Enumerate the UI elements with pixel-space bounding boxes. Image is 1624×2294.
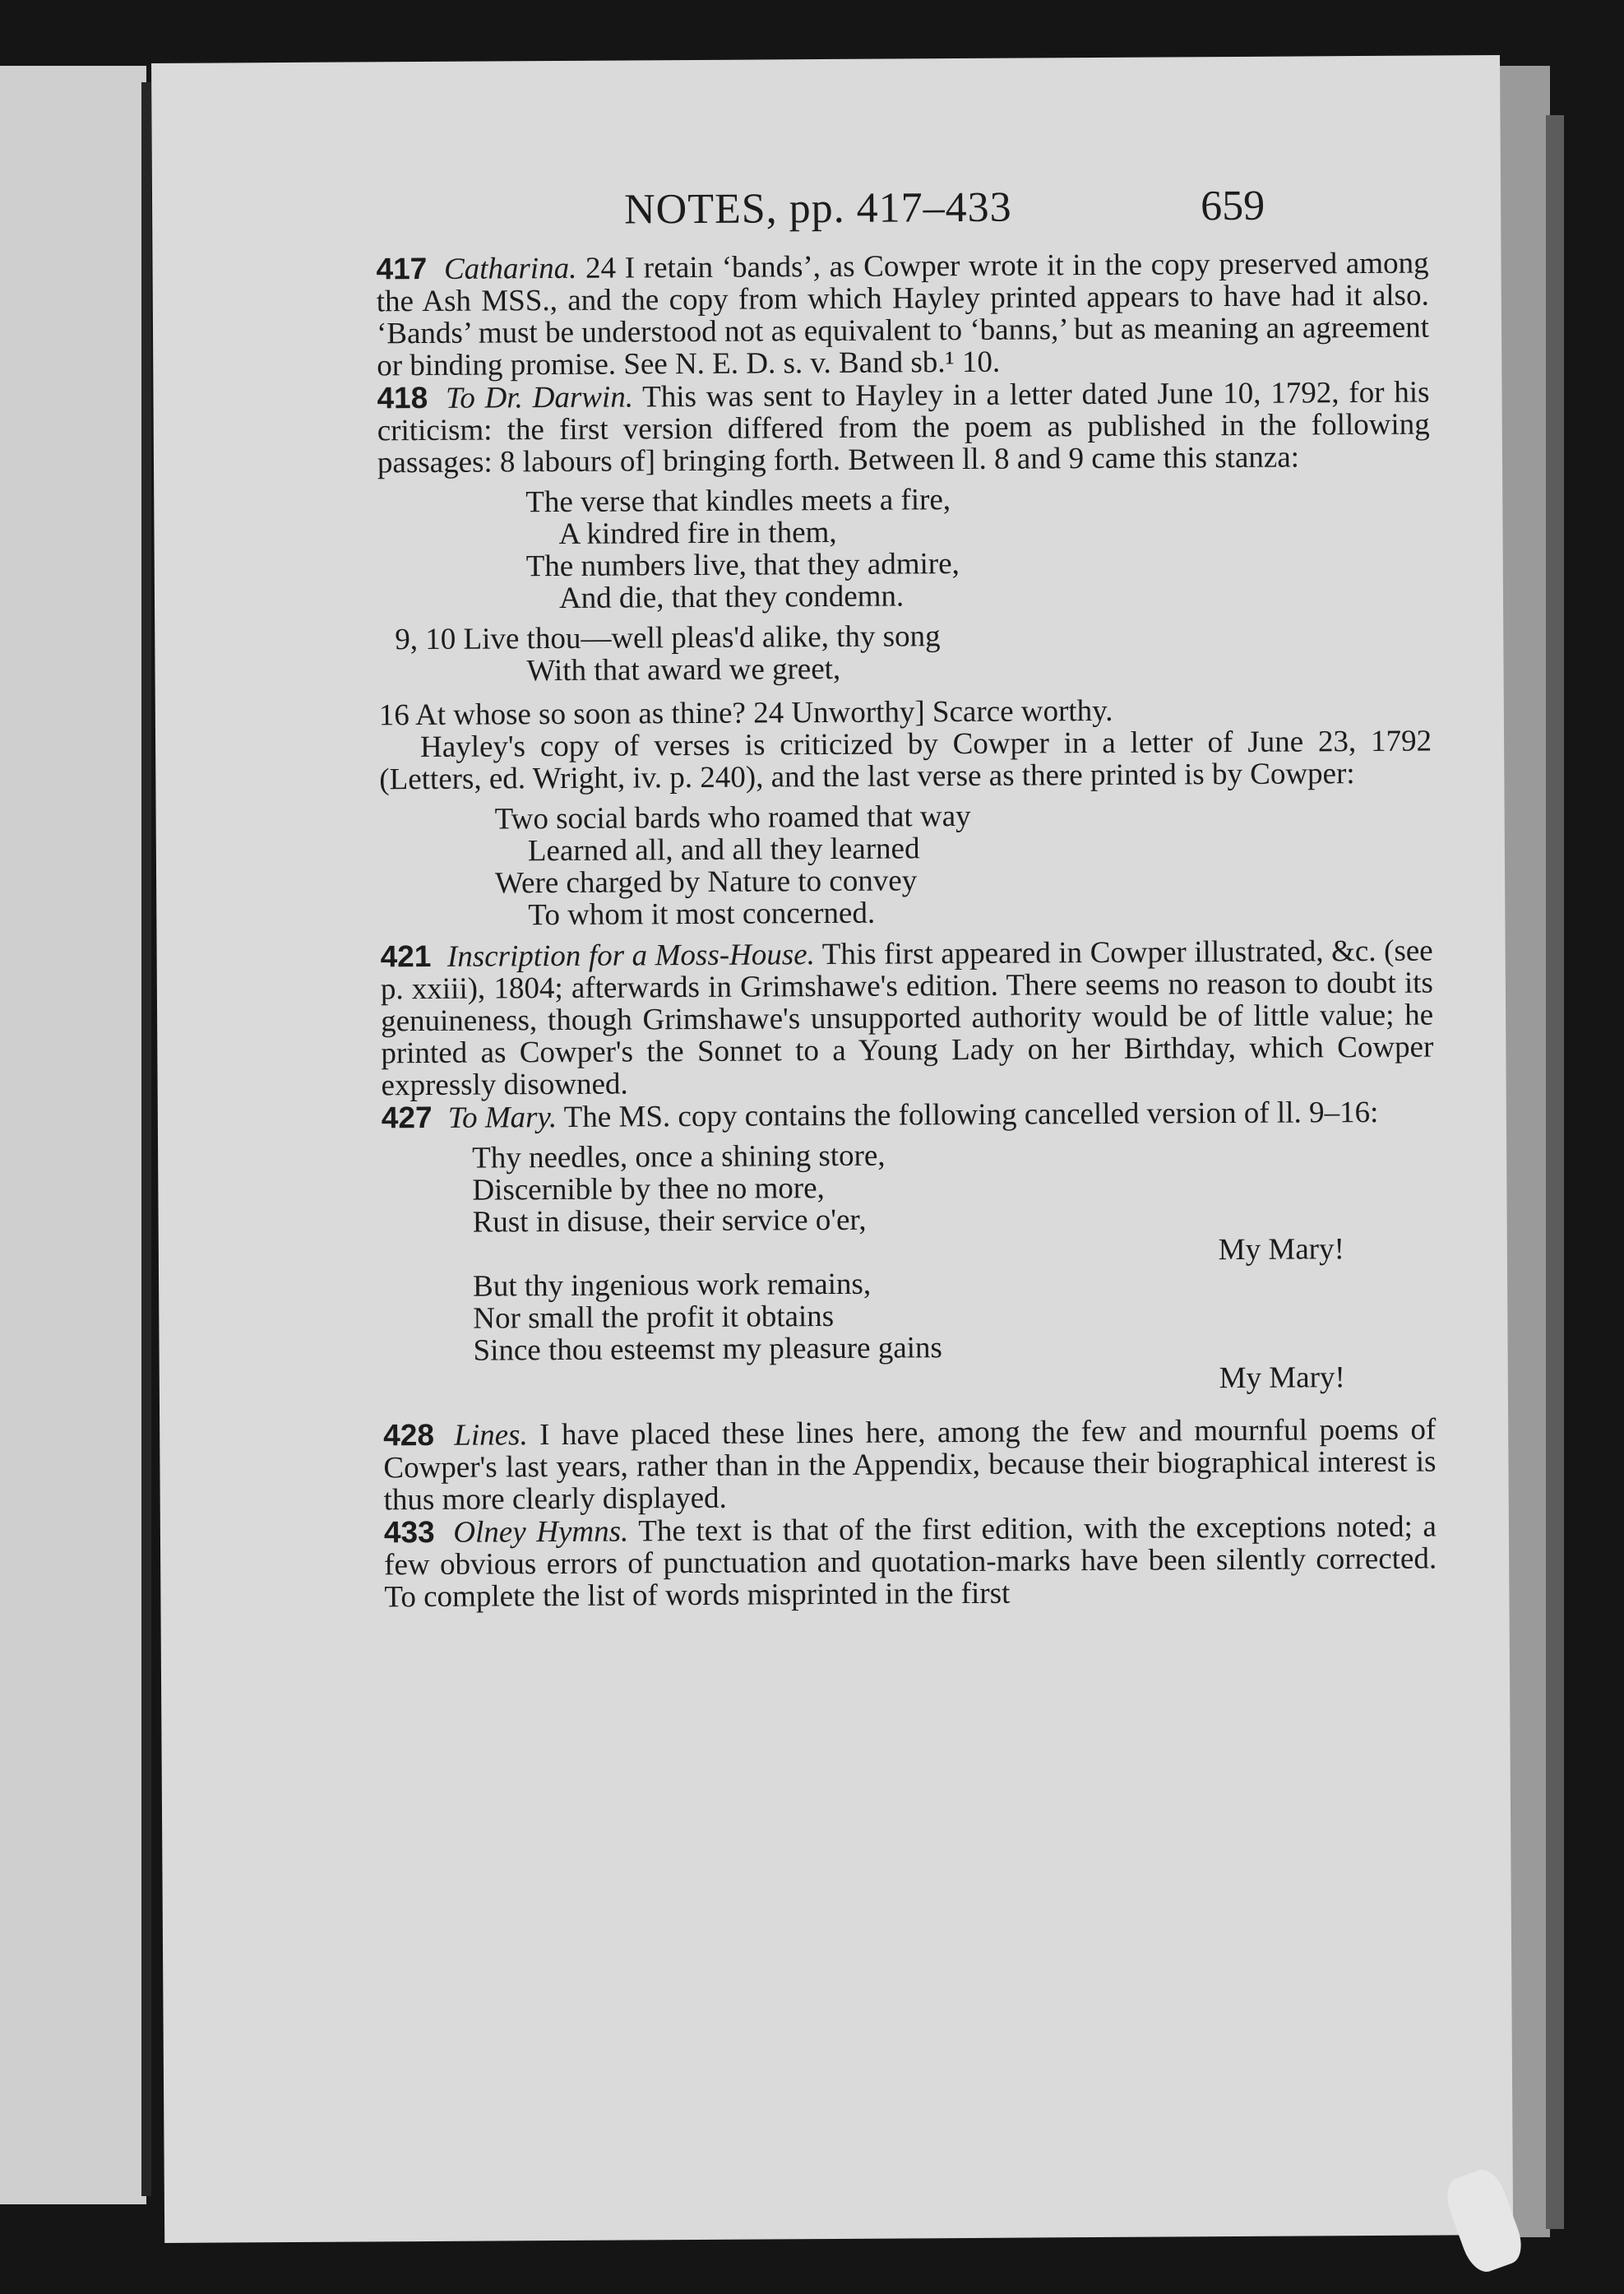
- note-number: 421: [380, 938, 432, 974]
- note-number: 418: [377, 380, 428, 415]
- refrain-line: My Mary!: [1219, 1360, 1345, 1396]
- verse-line: Nor small the profit it obtains: [473, 1299, 835, 1336]
- note-title: To Dr. Darwin.: [445, 380, 634, 415]
- note-427: [382, 1096, 1434, 1135]
- page-header: [152, 180, 1501, 246]
- note-text: 24 I retain ‘bands’, as Cowper wrote it in the copy preserved among the Ash MSS., and the copy from which Hayley printed appears to have had it also. ‘Bands’ must be understood not as equivalent to ‘banns,’ but as meaning an agreement or binding promise. See N. E. D. s. v. Band sb.¹ 10.: [376, 246, 1430, 383]
- note-417: [376, 247, 1429, 382]
- verse-line: Learned all, and all they learned: [527, 832, 920, 869]
- page-number: 659: [1200, 182, 1265, 230]
- note-number: 428: [383, 1417, 435, 1453]
- variant-line: With that award we greet,: [526, 651, 841, 688]
- note-title: Inscription for a Moss-House.: [446, 938, 816, 974]
- note-title: Olney Hymns.: [453, 1514, 629, 1550]
- note-title: Lines.: [454, 1418, 528, 1453]
- book-page: [151, 55, 1513, 2243]
- note-428: [383, 1412, 1437, 1516]
- note-number: 433: [383, 1514, 435, 1550]
- verse-line: Rust in disuse, their service o'er,: [472, 1203, 867, 1240]
- facing-page-edge: [0, 66, 146, 2204]
- verse-line: The numbers live, that they admire,: [525, 547, 960, 584]
- verse-line: The verse that kindles meets a fire,: [525, 483, 951, 520]
- verse-line: Discernible by thee no more,: [472, 1171, 825, 1207]
- refrain-line: My Mary!: [1218, 1232, 1344, 1267]
- note-433: [384, 1509, 1437, 1613]
- verse-line: Since thou esteemst my pleasure gains: [473, 1331, 942, 1368]
- variant-note: 16 At whose so soon as thine? 24 Unworthy] Scarce worthy.: [378, 693, 1113, 733]
- binding-gutter: [141, 82, 151, 2196]
- note-text: This was sent to Hayley in a letter dated June 10, 1792, for his criticism: the first version differed from the poem as published in the following passages: 8 labours of] bringing forth. Between ll. 8 and 9 came this stanza:: [377, 375, 1430, 480]
- stanza-verse: [525, 481, 1431, 615]
- note-title: To Mary.: [447, 1101, 558, 1135]
- hayley-paragraph: Hayley's copy of verses is criticized by Cowper in a letter of June 23, 1792 (Letters, ed. Wright, iv. p. 240), and the last verse as there printed is by Cowper:: [379, 724, 1432, 797]
- note-text: The MS. copy contains the following cancelled version of ll. 9–16:: [563, 1095, 1379, 1134]
- note-number: 417: [376, 251, 428, 286]
- verse-line: But thy ingenious work remains,: [472, 1267, 872, 1304]
- running-title: NOTES, pp. 417–433: [623, 183, 1012, 234]
- note-text: This first appeared in Cowper illustrated, &c. (see p. xxiii), 1804; afterwards in Grimshawe's edition. There seems no reason to doubt its genuineness, though Grimshawe's unsupported authority would be of little value; he printed as Cowper's the Sonnet to a Young Lady on her Birthday, which Cowper expressly disowned.: [380, 934, 1434, 1103]
- note-421: [381, 934, 1434, 1102]
- verse-line: Were charged by Nature to convey: [494, 864, 918, 901]
- verse-line: Two social bards who roamed that way: [494, 799, 971, 836]
- note-text: The text is that of the first edition, with the exceptions noted; a few obvious errors of punctuation and quotation-marks have been silently corrected. To complete the list of words misprinted in the first: [384, 1509, 1437, 1615]
- variant-line: 9, 10 Live thou—well pleas'd alike, thy song: [395, 619, 941, 657]
- notes-body: [376, 247, 1437, 1614]
- note-text: I have placed these lines here, among the few and mournful poems of Cowper's last years, rather than in the Appendix, because their biographical interest is thus more clearly displayed.: [383, 1412, 1437, 1518]
- verse-line: To whom it most concerned.: [528, 896, 876, 933]
- page-stack-shadow: [1546, 115, 1564, 2229]
- note-number: 427: [381, 1100, 433, 1135]
- verse-line: A kindred fire in them,: [558, 515, 837, 551]
- mary-verse: [472, 1137, 1436, 1399]
- note-title: Catharina.: [443, 251, 577, 286]
- verse-line: Thy needles, once a shining store,: [472, 1138, 886, 1175]
- hayley-verse: [495, 798, 1433, 932]
- note-418: [377, 376, 1430, 480]
- verse-line: And die, that they condemn.: [558, 579, 905, 615]
